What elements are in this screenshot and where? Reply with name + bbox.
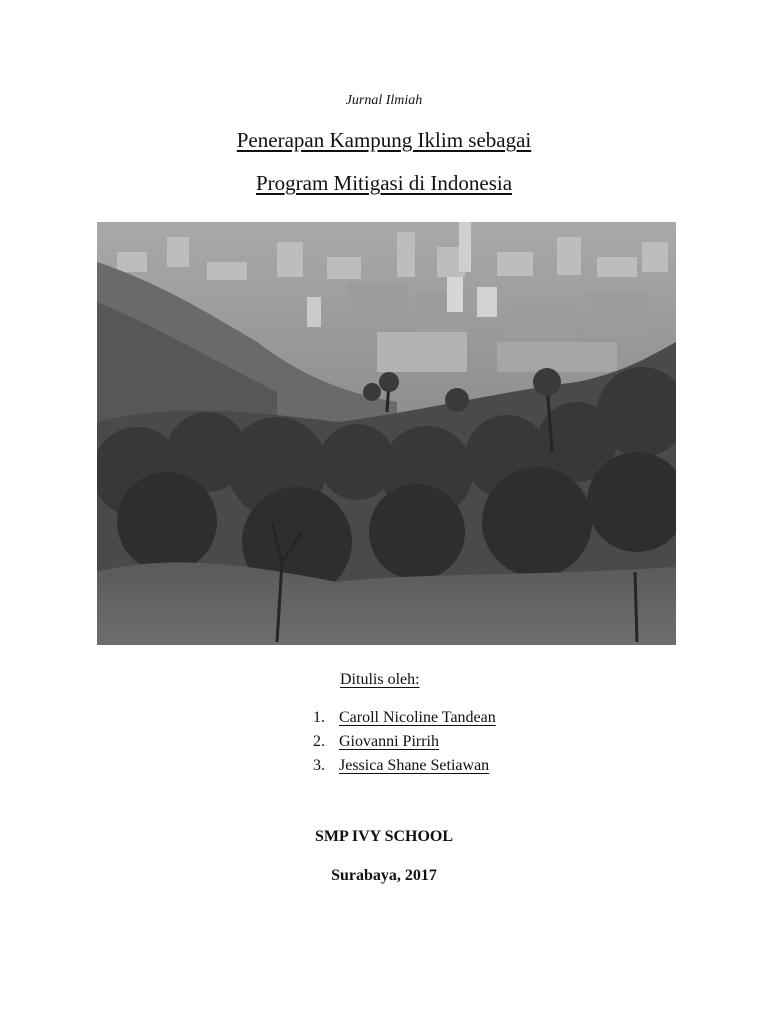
written-by-label: Ditulis oleh: bbox=[340, 671, 420, 688]
place-and-year: Surabaya, 2017 bbox=[331, 867, 437, 884]
author-number: 3. bbox=[313, 757, 325, 774]
title-line-2 bbox=[0, 171, 768, 196]
title-line-1-text: Penerapan Kampung Iklim sebagai bbox=[236, 128, 532, 152]
author-list bbox=[313, 707, 496, 779]
list-item bbox=[313, 755, 496, 779]
title-line-1 bbox=[0, 128, 768, 153]
author-number: 2. bbox=[313, 733, 325, 750]
author-name: Caroll Nicoline Tandean bbox=[339, 709, 496, 726]
author-name: Giovanni Pirrih bbox=[339, 733, 439, 750]
author-number: 1. bbox=[313, 709, 325, 726]
list-item bbox=[313, 731, 496, 755]
cover-photo-city-forest bbox=[97, 222, 676, 645]
journal-label: Jurnal Ilmiah bbox=[345, 93, 423, 108]
school-name: SMP IVY SCHOOL bbox=[314, 828, 454, 845]
author-name: Jessica Shane Setiawan bbox=[339, 757, 490, 774]
list-item bbox=[313, 707, 496, 731]
title-line-2-text: Program Mitigasi di Indonesia bbox=[255, 171, 513, 195]
